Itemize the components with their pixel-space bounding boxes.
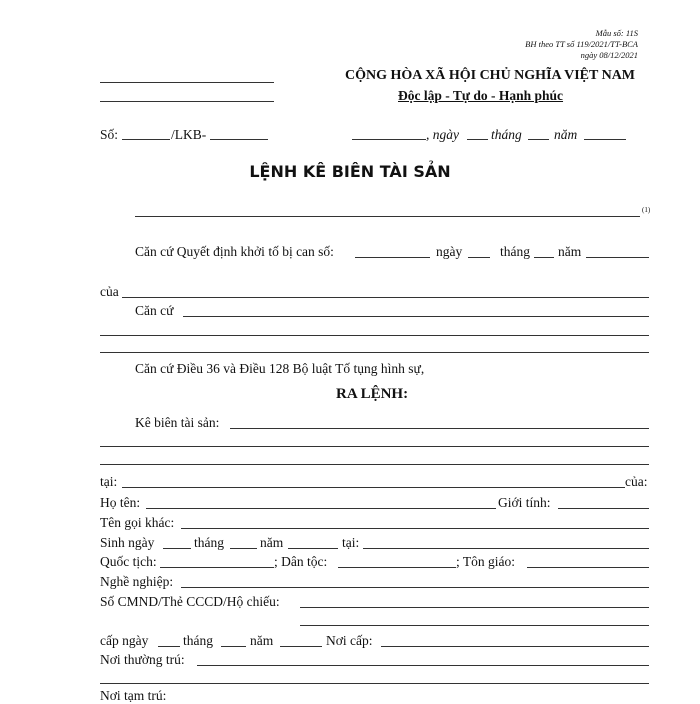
sinh-ngay-label: Sinh ngày — [100, 535, 155, 550]
date-ngay-label: , ngày — [426, 127, 459, 142]
decision-nam-label: năm — [558, 244, 582, 259]
date-thang-label: tháng — [491, 127, 522, 142]
lkb-line — [210, 139, 268, 140]
cua-label: của — [100, 284, 119, 299]
quoc-tich-label: Quốc tịch: — [100, 554, 157, 569]
nghe-nghiep-line — [181, 587, 649, 588]
cmnd-label: Số CMND/Thẻ CCCD/Hộ chiếu: — [100, 594, 280, 609]
sinh-tai-label: tại: — [342, 535, 360, 550]
cap-nam-label: năm — [250, 633, 274, 648]
cmnd-line — [300, 607, 649, 608]
ke-bien-line-3 — [100, 464, 649, 465]
cap-nam-line — [280, 646, 322, 647]
sinh-nam-line — [288, 548, 338, 549]
sinh-thang-line — [230, 548, 257, 549]
decision-nam-line — [586, 257, 649, 258]
sinh-ngay-line — [163, 548, 191, 549]
date-thang-line — [528, 139, 549, 140]
ten-goi-khac-label: Tên gọi khác: — [100, 515, 175, 530]
can-cu-line-3 — [100, 352, 649, 353]
so-line — [122, 139, 170, 140]
motto: Độc lập - Tự do - Hạnh phúc — [398, 88, 564, 103]
tai-line — [122, 487, 625, 488]
date-nam-label: năm — [554, 127, 578, 142]
sinh-tai-line — [363, 548, 649, 549]
sinh-nam-label: năm — [260, 535, 284, 550]
ke-bien-line-2 — [100, 446, 649, 447]
noi-cap-line — [381, 646, 649, 647]
form-code-line2: BH theo TT số 119/2021/TT-BCA — [525, 39, 638, 49]
ton-giao-label: ; Tôn giáo: — [456, 554, 515, 569]
cap-ngay-label: cấp ngày — [100, 633, 149, 648]
agency-line-1 — [100, 82, 274, 83]
dan-toc-label: ; Dân tộc: — [274, 554, 328, 569]
so-label: Số: — [100, 127, 119, 142]
cap-thang-line — [221, 646, 246, 647]
quoc-tich-line — [160, 567, 274, 568]
agency-line-2 — [100, 101, 274, 102]
noi-thuong-tru-line-2 — [100, 683, 649, 684]
gioi-tinh-line — [558, 508, 649, 509]
decision-thang-label: tháng — [500, 244, 530, 259]
decision-label: Căn cứ Quyết định khởi tố bị can số: — [135, 244, 334, 259]
cmnd-line-2 — [300, 625, 649, 626]
place-line — [352, 139, 426, 140]
nghe-nghiep-label: Nghề nghiệp: — [100, 574, 174, 589]
ho-ten-label: Họ tên: — [100, 495, 141, 510]
noi-tam-tru-label: Nơi tạm trú: — [100, 688, 167, 703]
ke-bien-label: Kê biên tài sản: — [135, 415, 220, 430]
form-code-line3: ngày 08/12/2021 — [580, 50, 638, 60]
cua-line — [122, 297, 649, 298]
law-basis: Căn cứ Điều 36 và Điều 128 Bộ luật Tố tụng hình sự, — [135, 361, 425, 376]
ke-bien-line — [230, 428, 649, 429]
decision-ngay-line — [468, 257, 490, 258]
tai-label: tại: — [100, 474, 118, 489]
can-cu-label: Căn cứ — [135, 303, 174, 318]
can-cu-line-2 — [100, 335, 649, 336]
form-code — [525, 28, 638, 61]
decision-thang-line — [534, 257, 554, 258]
date-nam-line — [584, 139, 626, 140]
ton-giao-line — [527, 567, 649, 568]
nation-heading: CỘNG HÒA XÃ HỘI CHỦ NGHĨA VIỆT NAM — [345, 68, 636, 83]
can-cu-line — [183, 316, 649, 317]
cap-ngay-line — [158, 646, 180, 647]
cap-thang-label: tháng — [183, 633, 213, 648]
decision-number-line — [355, 257, 430, 258]
issuer-line — [135, 216, 640, 217]
sinh-thang-label: tháng — [194, 535, 224, 550]
ho-ten-line — [146, 508, 496, 509]
lkb-label: /LKB- — [171, 127, 207, 142]
document-title: LỆNH KÊ BIÊN TÀI SẢN — [249, 162, 451, 181]
gioi-tinh-label: Giới tính: — [498, 495, 551, 510]
dan-toc-line — [338, 567, 456, 568]
noi-thuong-tru-line — [197, 665, 649, 666]
form-code-line1: Mẫu số: 11S — [595, 28, 638, 38]
noi-cap-label: Nơi cấp: — [326, 633, 373, 648]
cua-field-label: của: — [625, 474, 648, 489]
decision-ngay-label: ngày — [436, 244, 463, 259]
ten-goi-khac-line — [181, 528, 649, 529]
date-ngay-line — [467, 139, 488, 140]
footnote-1: (1) — [642, 206, 651, 214]
order-heading: RA LỆNH: — [336, 386, 409, 402]
noi-thuong-tru-label: Nơi thường trú: — [100, 652, 185, 667]
